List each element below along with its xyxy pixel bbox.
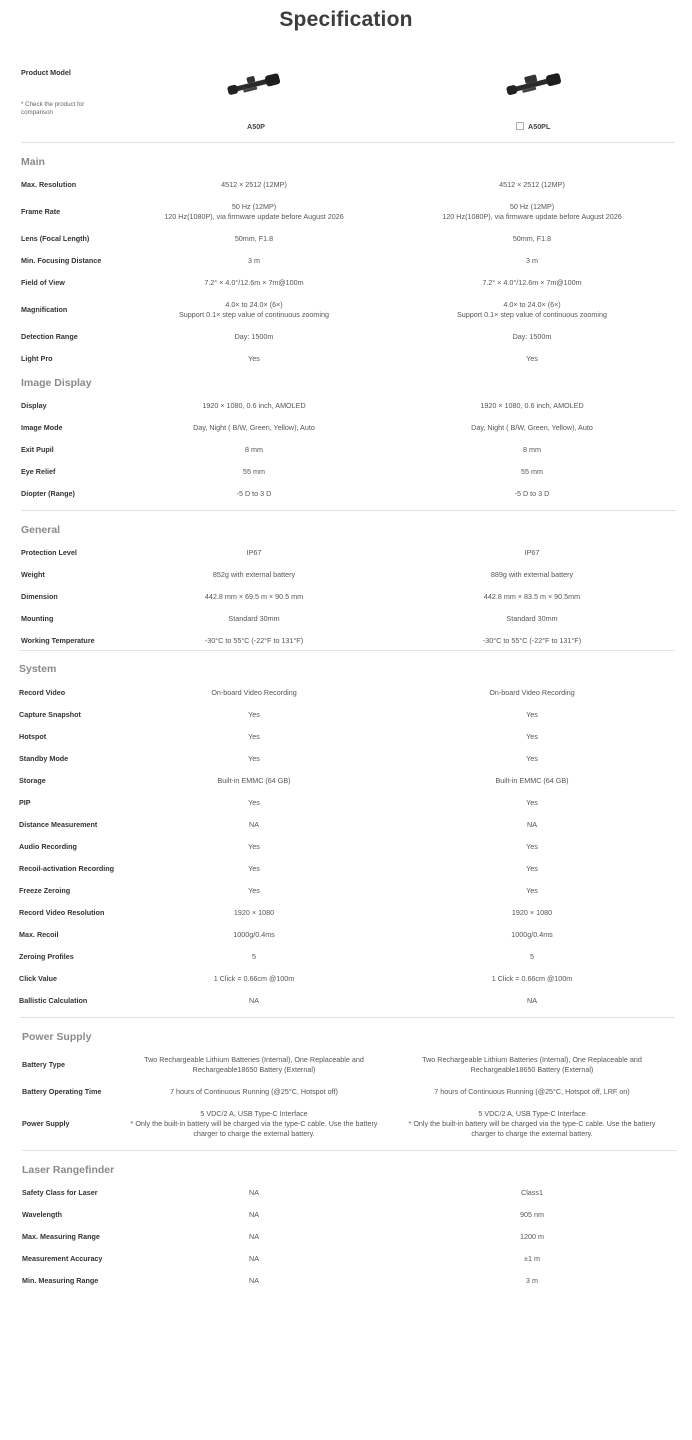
row-label: Record Video (19, 688, 66, 697)
row-label: Capture Snapshot (19, 710, 81, 719)
cell-a50pl: 905 nm (520, 1210, 544, 1219)
cell-a50pl: IP67 (524, 548, 540, 557)
row-label: Measurement Accuracy (22, 1254, 103, 1263)
cell-a50p: Yes (248, 710, 260, 719)
divider (21, 510, 676, 511)
product-image-a50pl (505, 70, 563, 98)
cell-a50p: NA (249, 996, 259, 1005)
cell-a50p: Yes (248, 754, 260, 763)
cell-a50pl: 8 mm (523, 445, 541, 454)
cell-a50pl: 1200 m (520, 1232, 544, 1241)
cell-a50pl: * Only the built-in battery will be charged via the type-C cable. Use the battery (408, 1119, 656, 1128)
row-label: Detection Range (21, 332, 78, 341)
cell-a50pl: 1 Click = 0.66cm @100m (491, 974, 573, 983)
cell-a50p: Support 0.1× step value of continuous zooming (178, 310, 330, 319)
cell-a50p: -30°C to 55°C (-22°F to 131°F) (204, 636, 304, 645)
row-label: Audio Recording (19, 842, 77, 851)
row-label: PIP (19, 798, 31, 807)
cell-a50p: Yes (248, 886, 260, 895)
cell-a50pl: Day, Night ( B/W, Green, Yellow), Auto (471, 423, 593, 432)
cell-a50pl: Class1 (521, 1188, 543, 1197)
compare-checkbox-a50p[interactable] (238, 122, 246, 130)
model-name-a50pl: A50PL (528, 122, 551, 131)
row-label: Image Mode (21, 423, 63, 432)
row-label: Min. Measuring Range (22, 1276, 99, 1285)
section-main: Main (21, 156, 45, 168)
cell-a50pl: Yes (526, 798, 538, 807)
row-label: Magnification (21, 305, 68, 314)
cell-a50pl: 4512 × 2512 (12MP) (499, 180, 565, 189)
divider (21, 142, 675, 143)
divider (20, 1017, 675, 1018)
cell-a50p: 1000g/0.4ms (233, 930, 275, 939)
cell-a50pl: 442.8 mm × 83.5 m × 90.5mm (483, 592, 581, 601)
row-label: Safety Class for Laser (22, 1188, 98, 1197)
row-label: Zeroing Profiles (19, 952, 74, 961)
cell-a50pl: 120 Hz(1080P), via firmware update before August 2026 (442, 212, 622, 221)
cell-a50pl: charger to charge the external battery. (471, 1129, 593, 1138)
row-label: Battery Operating Time (22, 1087, 102, 1096)
page-title: Specification (279, 8, 413, 31)
row-label: Standby Mode (19, 754, 69, 763)
cell-a50p: 442.8 mm × 69.5 m × 90.5 mm (204, 592, 304, 601)
cell-a50pl: Support 0.1× step value of continuous zooming (456, 310, 608, 319)
cell-a50pl: NA (527, 820, 537, 829)
cell-a50pl: 4.0× to 24.0× (6×) (503, 300, 561, 309)
cell-a50pl: Yes (526, 864, 538, 873)
cell-a50p: NA (249, 1188, 259, 1197)
section-laser-rangefinder: Laser Rangefinder (22, 1164, 115, 1176)
cell-a50pl: Yes (526, 842, 538, 851)
cell-a50pl: 3 m (526, 256, 538, 265)
row-label: Display (21, 401, 47, 410)
row-label: Max. Resolution (21, 180, 77, 189)
cell-a50p: 1920 × 1080 (233, 908, 275, 917)
cell-a50p: 852g with external battery (212, 570, 296, 579)
cell-a50pl: 7.2° × 4.0°/12.6m × 7m@100m (482, 278, 582, 287)
cell-a50pl: 50mm, F1.8 (512, 234, 552, 243)
row-label: Distance Measurement (19, 820, 98, 829)
cell-a50p: 120 Hz(1080P), via firmware update before August 2026 (164, 212, 344, 221)
cell-a50pl: 7 hours of Continuous Running (@25°C, Hotspot off, LRF on) (434, 1087, 630, 1096)
cell-a50pl: 1920 × 1080, 0.6 inch, AMOLED (480, 401, 584, 410)
cell-a50pl: 1000g/0.4ms (511, 930, 553, 939)
cell-a50p: Yes (248, 798, 260, 807)
section-power-supply: Power Supply (22, 1031, 92, 1043)
cell-a50p: 7.2° × 4.0°/12.6m × 7m@100m (204, 278, 304, 287)
comparison-note: * Check the product for comparison (21, 101, 85, 116)
row-label: Working Temperature (21, 636, 95, 645)
row-label: Weight (21, 570, 45, 579)
cell-a50p: NA (249, 820, 259, 829)
row-label: Storage (19, 776, 46, 785)
row-label: Dimension (21, 592, 58, 601)
cell-a50p: Two Rechargeable Lithium Batteries (Internal), One Replaceable and (144, 1055, 364, 1064)
row-label: Field of View (21, 278, 65, 287)
row-label: Lens (Focal Length) (21, 234, 90, 243)
row-label: Eye Relief (21, 467, 56, 476)
cell-a50p: 5 (252, 952, 256, 961)
row-label: Ballistic Calculation (19, 996, 88, 1005)
cell-a50p: Rechargeable18650 Battery (External) (192, 1065, 316, 1074)
cell-a50pl: ±1 m (524, 1254, 540, 1263)
cell-a50pl: Rechargeable18650 Battery (External) (470, 1065, 594, 1074)
cell-a50pl: 1920 × 1080 (511, 908, 553, 917)
cell-a50pl: Yes (526, 754, 538, 763)
cell-a50pl: 55 mm (521, 467, 543, 476)
cell-a50p: Yes (248, 864, 260, 873)
cell-a50p: 50 Hz (12MP) (231, 202, 277, 211)
cell-a50p: 4512 × 2512 (12MP) (221, 180, 287, 189)
cell-a50p: -5 D to 3 D (236, 489, 272, 498)
cell-a50p: 7 hours of Continuous Running (@25°C, Hotspot off) (170, 1087, 338, 1096)
cell-a50p: Yes (248, 732, 260, 741)
row-label: Freeze Zeroing (19, 886, 71, 895)
cell-a50pl: -30°C to 55°C (-22°F to 131°F) (482, 636, 582, 645)
row-label: Protection Level (21, 548, 77, 557)
cell-a50p: 5 VDC/2 A, USB Type-C Interface (200, 1109, 308, 1118)
cell-a50pl: Two Rechargeable Lithium Batteries (Internal), One Replaceable and (422, 1055, 642, 1064)
cell-a50pl: 5 VDC/2 A, USB Type-C Interface (478, 1109, 586, 1118)
cell-a50p: 50mm, F1.8 (234, 234, 274, 243)
cell-a50pl: On-board Video Recording (489, 688, 575, 697)
row-label: Power Supply (22, 1119, 70, 1128)
row-label: Click Value (19, 974, 57, 983)
section-system: System (19, 663, 57, 675)
model-name-a50p: A50P (247, 122, 265, 131)
cell-a50pl: 889g with external battery (490, 570, 574, 579)
divider (19, 650, 675, 651)
row-label: Mounting (21, 614, 54, 623)
cell-a50pl: 50 Hz (12MP) (509, 202, 555, 211)
cell-a50p: Yes (248, 842, 260, 851)
cell-a50p: 1920 × 1080, 0.6 inch, AMOLED (202, 401, 306, 410)
cell-a50pl: Yes (526, 732, 538, 741)
row-label: Hotspot (19, 732, 47, 741)
cell-a50pl: 3 m (526, 1276, 538, 1285)
row-label: Max. Measuring Range (22, 1232, 100, 1241)
cell-a50p: NA (249, 1210, 259, 1219)
divider (22, 1150, 677, 1151)
cell-a50p: 55 mm (243, 467, 265, 476)
cell-a50p: NA (249, 1232, 259, 1241)
cell-a50p: 1 Click = 0.66cm @100m (213, 974, 295, 983)
cell-a50p: 3 m (248, 256, 260, 265)
cell-a50p: Built-in EMMC (64 GB) (217, 776, 291, 785)
cell-a50p: NA (249, 1276, 259, 1285)
cell-a50pl: NA (527, 996, 537, 1005)
section-general: General (21, 524, 61, 536)
cell-a50pl: -5 D to 3 D (514, 489, 550, 498)
row-label: Wavelength (22, 1210, 63, 1219)
cell-a50p: NA (249, 1254, 259, 1263)
cell-a50p: charger to charge the external battery. (193, 1129, 315, 1138)
cell-a50p: IP67 (246, 548, 262, 557)
cell-a50pl: Yes (526, 710, 538, 719)
cell-a50p: * Only the built-in battery will be charged via the type-C cable. Use the battery (130, 1119, 378, 1128)
cell-a50pl: Day: 1500m (512, 332, 552, 341)
row-label: Max. Recoil (19, 930, 59, 939)
cell-a50pl: Yes (526, 886, 538, 895)
cell-a50p: On-board Video Recording (211, 688, 297, 697)
row-label: Min. Focusing Distance (21, 256, 102, 265)
cell-a50p: 8 mm (245, 445, 263, 454)
row-label: Battery Type (22, 1060, 66, 1069)
section-image-display: Image Display (21, 377, 92, 389)
product-image-a50p (226, 70, 282, 98)
product-model-label: Product Model (21, 68, 71, 77)
row-label: Recoil-activation Recording (19, 864, 115, 873)
row-label: Diopter (Range) (21, 489, 75, 498)
cell-a50p: 4.0× to 24.0× (6×) (225, 300, 283, 309)
cell-a50p: Yes (248, 354, 260, 363)
row-label: Record Video Resolution (19, 908, 105, 917)
cell-a50p: Day: 1500m (234, 332, 274, 341)
cell-a50p: Day, Night ( B/W, Green, Yellow), Auto (193, 423, 315, 432)
cell-a50p: Standard 30mm (228, 614, 280, 623)
row-label: Exit Pupil (21, 445, 54, 454)
row-label: Light Pro (21, 354, 53, 363)
cell-a50pl: 5 (530, 952, 534, 961)
row-label: Frame Rate (21, 207, 61, 216)
cell-a50pl: Yes (526, 354, 538, 363)
cell-a50pl: Built-in EMMC (64 GB) (495, 776, 569, 785)
cell-a50pl: Standard 30mm (506, 614, 558, 623)
compare-checkbox-a50pl[interactable] (516, 122, 524, 130)
